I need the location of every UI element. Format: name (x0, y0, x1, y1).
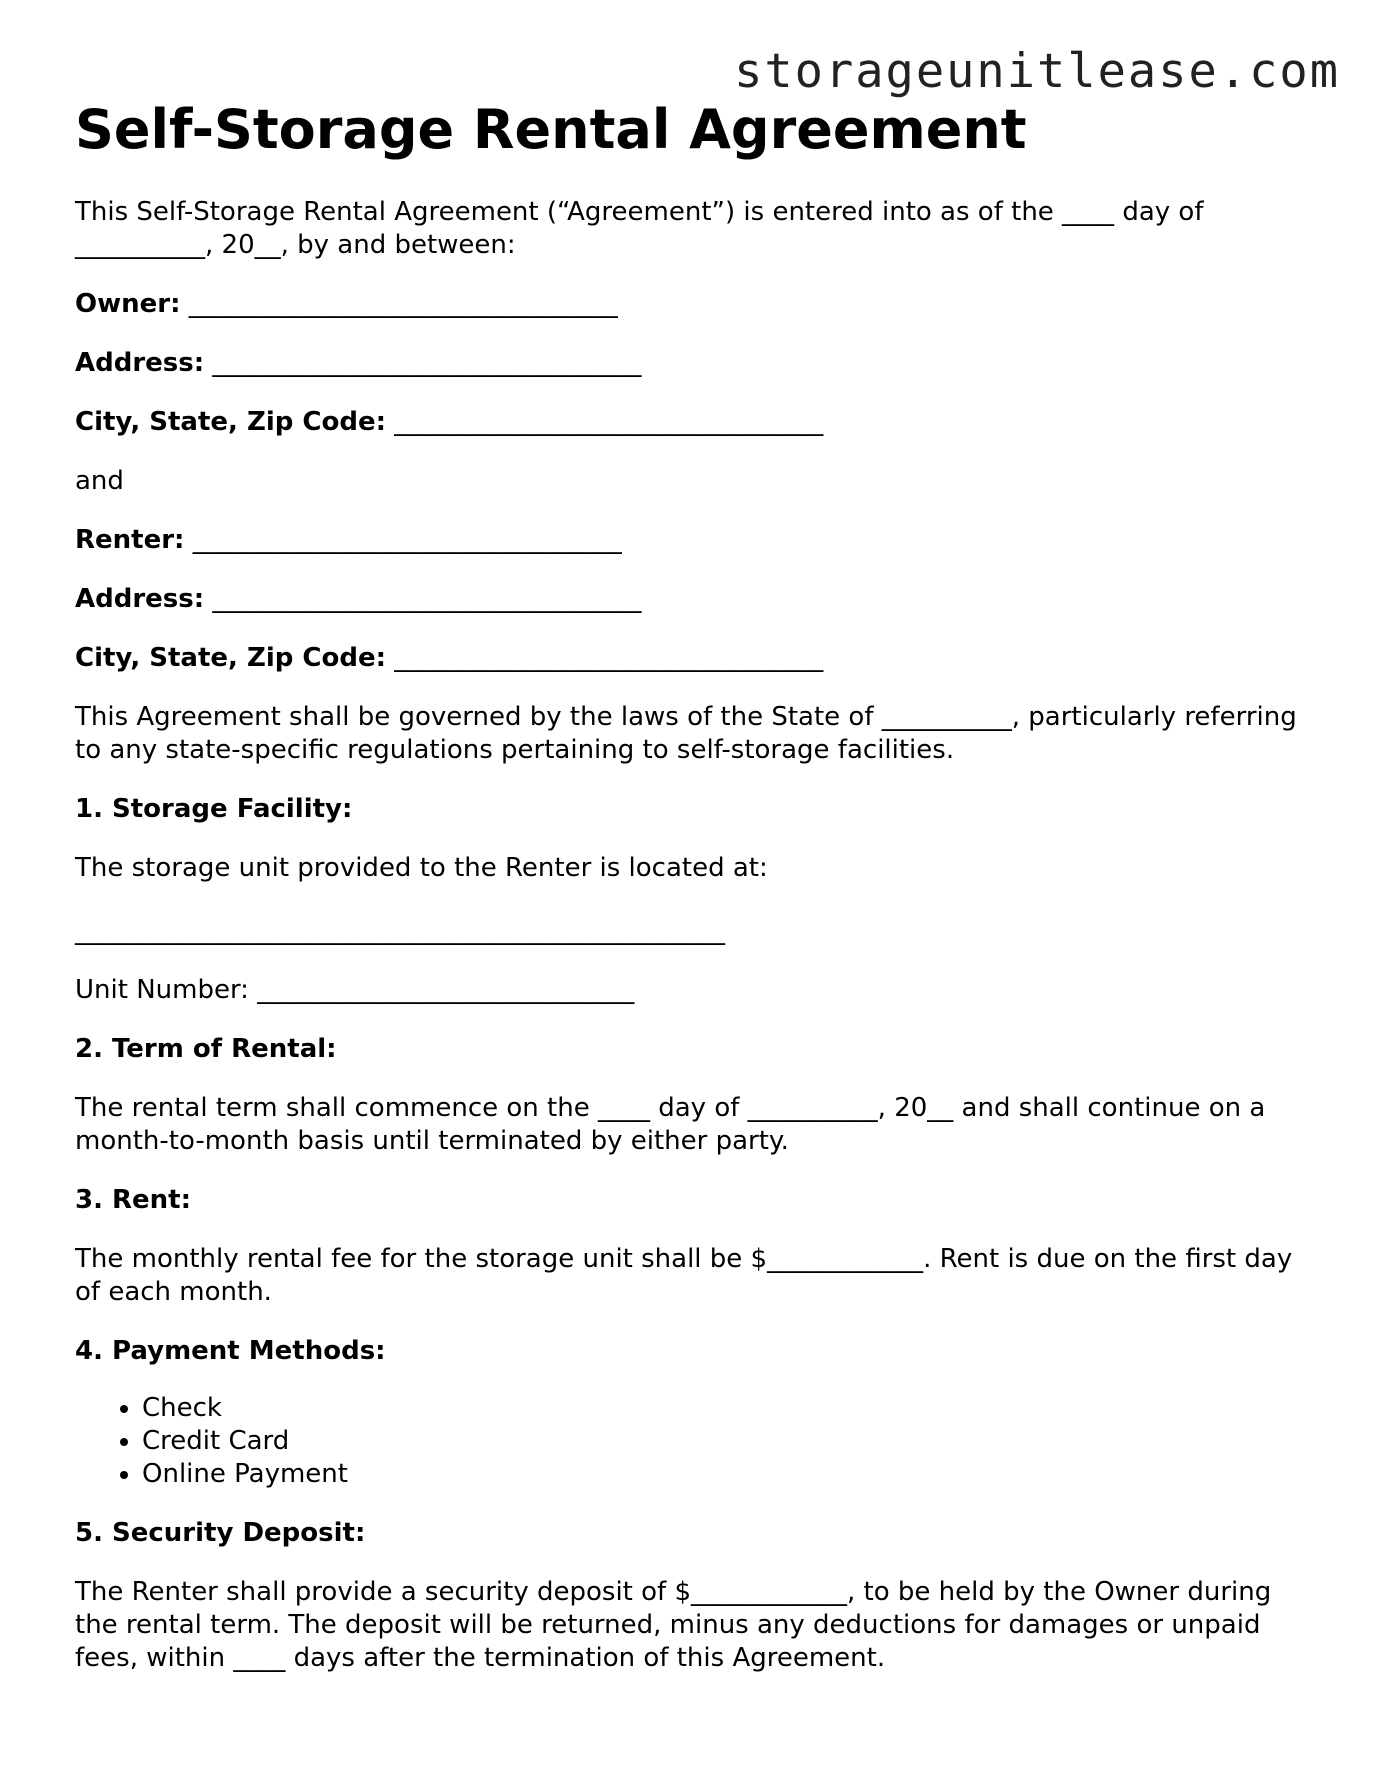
term-paragraph: The rental term shall commence on the ____ day of __________, 20__ and shall continue on a month-to-month basis until terminated by either party. (75, 1093, 1266, 1156)
owner-name-blank: _________________________________ (180, 289, 618, 319)
list-item: • Online Payment (142, 1458, 1315, 1491)
owner-address-label: Address: (75, 348, 205, 378)
unit-number-label: Unit Number: (75, 975, 258, 1005)
owner-name-field (75, 288, 1315, 321)
list-item: • Credit Card (142, 1425, 1315, 1458)
section-heading-security-deposit: 5. Security Deposit: (75, 1518, 366, 1548)
list-item: • Check (142, 1392, 1315, 1425)
and-text: and (75, 466, 124, 496)
owner-city-blank: _________________________________ (385, 407, 824, 437)
unit-number-blank: _____________________________ (257, 975, 635, 1005)
section-heading-term: 2. Term of Rental: (75, 1034, 337, 1064)
owner-address-blank: _________________________________ (204, 348, 642, 378)
document-title: Self-Storage Rental Agreement (75, 98, 1027, 161)
renter-city-label: City, State, Zip Code: (75, 643, 386, 673)
governing-law-paragraph: This Agreement shall be governed by the laws of the State of __________, particularly referring to any state-specific regulations pertaining to self-storage facilities. (75, 702, 1297, 765)
renter-city-field (75, 642, 1315, 675)
storage-facility-text: The storage unit provided to the Renter is located at: (75, 853, 768, 883)
owner-city-label: City, State, Zip Code: (75, 407, 386, 437)
renter-address-blank: _________________________________ (204, 584, 642, 614)
rent-paragraph: The monthly rental fee for the storage unit shall be $____________. Rent is due on the first day of each month. (75, 1244, 1293, 1307)
renter-address-field (75, 583, 1315, 616)
renter-city-blank: _________________________________ (385, 643, 824, 673)
section-heading-storage-facility: 1. Storage Facility: (75, 794, 353, 824)
section-heading-rent: 3. Rent: (75, 1185, 192, 1215)
site-watermark: storageunitlease.com (734, 44, 1340, 99)
renter-name-blank: _________________________________ (184, 525, 622, 555)
renter-address-label: Address: (75, 584, 205, 614)
owner-city-field (75, 406, 1315, 439)
deposit-paragraph: The Renter shall provide a security deposit of $____________, to be held by the Owner during the rental term. The deposit will be returned, minus any deductions for damages or unpaid fees, within ____ days after the termination of this Agreement. (75, 1577, 1272, 1673)
document-page (75, 98, 1315, 1701)
owner-address-field (75, 347, 1315, 380)
facility-address-blank: __________________________________________________ (75, 916, 725, 946)
owner-name-label: Owner: (75, 289, 181, 319)
unit-number-field (75, 974, 1315, 1007)
renter-name-field (75, 524, 1315, 557)
section-heading-payment-methods: 4. Payment Methods: (75, 1336, 386, 1366)
renter-name-label: Renter: (75, 525, 185, 555)
payment-methods-list (75, 1392, 1315, 1491)
intro-paragraph: This Self-Storage Rental Agreement (“Agreement”) is entered into as of the ____ day of __________, 20__, by and between: (75, 197, 1204, 260)
